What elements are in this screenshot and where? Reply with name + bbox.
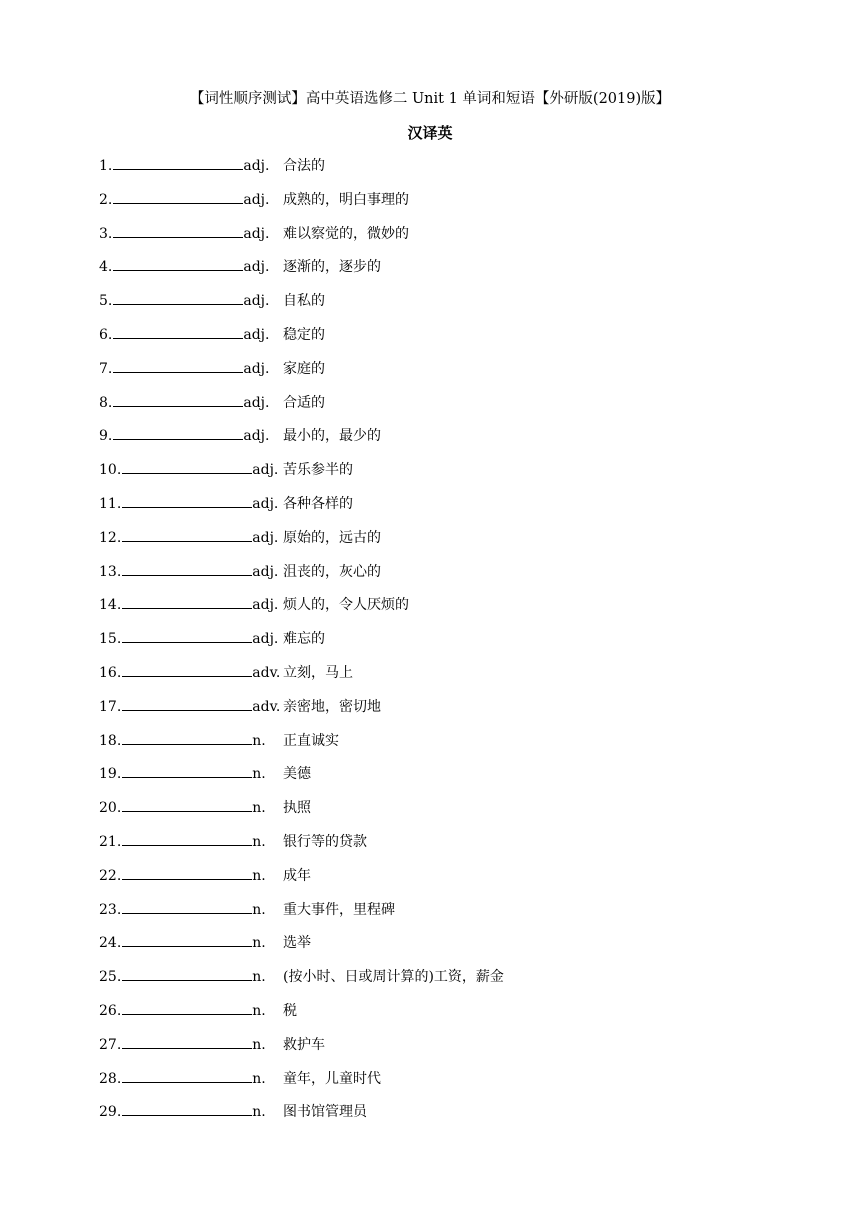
chinese-meaning: 苦乐参半的	[283, 462, 353, 479]
vocabulary-item	[99, 425, 759, 459]
answer-blank[interactable]	[122, 696, 252, 711]
part-of-speech: n.	[252, 1104, 266, 1121]
vocabulary-list	[99, 155, 759, 1135]
part-of-speech: adv.	[252, 698, 281, 715]
vocabulary-item	[99, 831, 759, 865]
item-number: 28.	[99, 1070, 122, 1087]
item-number: 1.	[99, 158, 113, 174]
answer-blank[interactable]	[122, 763, 252, 778]
answer-blank[interactable]	[113, 223, 243, 238]
chinese-meaning: 难以察觉的，微妙的	[283, 225, 409, 242]
vocabulary-item	[99, 324, 759, 358]
document-title: 【词性顺序测试】高中英语选修二 Unit 1 单词和短语【外研版(2019)版】	[189, 91, 671, 107]
vocabulary-item	[99, 155, 759, 189]
answer-blank[interactable]	[122, 459, 252, 474]
chinese-meaning: 最小的，最少的	[283, 428, 381, 445]
chinese-meaning: 亲密地，密切地	[283, 698, 381, 715]
item-number: 29.	[99, 1104, 122, 1121]
answer-blank[interactable]	[113, 358, 243, 373]
chinese-meaning: 童年，儿童时代	[283, 1070, 381, 1087]
part-of-speech: adj.	[252, 563, 279, 580]
vocabulary-item	[99, 932, 759, 966]
item-number: 5.	[99, 293, 113, 310]
answer-blank[interactable]	[113, 425, 243, 440]
vocabulary-item	[99, 358, 759, 392]
part-of-speech: adj.	[252, 462, 279, 479]
part-of-speech: adj.	[252, 631, 279, 648]
part-of-speech: adj.	[243, 225, 270, 242]
chinese-meaning: 合适的	[283, 394, 325, 411]
vocabulary-item	[99, 493, 759, 527]
part-of-speech: adj.	[243, 428, 270, 445]
part-of-speech: adj.	[243, 191, 270, 208]
part-of-speech: adj.	[243, 259, 270, 276]
item-number: 23.	[99, 901, 122, 918]
chinese-meaning: 银行等的贷款	[283, 833, 367, 850]
chinese-meaning: 成年	[283, 867, 311, 884]
answer-blank[interactable]	[122, 561, 252, 576]
answer-blank[interactable]	[113, 256, 243, 271]
answer-blank[interactable]	[122, 865, 252, 880]
chinese-meaning: 美德	[283, 766, 311, 783]
answer-blank[interactable]	[122, 628, 252, 643]
vocabulary-item	[99, 763, 759, 797]
vocabulary-item	[99, 189, 759, 223]
chinese-meaning: 逐渐的，逐步的	[283, 259, 381, 276]
part-of-speech: n.	[252, 766, 266, 783]
vocabulary-item	[99, 527, 759, 561]
part-of-speech: n.	[252, 867, 266, 884]
item-number: 22.	[99, 867, 122, 884]
vocabulary-item	[99, 1000, 759, 1034]
item-number: 19.	[99, 766, 122, 783]
item-number: 2.	[99, 191, 113, 208]
chinese-meaning: 立刻，马上	[283, 664, 353, 681]
item-number: 12.	[99, 529, 122, 546]
part-of-speech: n.	[252, 800, 266, 817]
answer-blank[interactable]	[113, 324, 243, 339]
item-number: 25.	[99, 969, 122, 986]
answer-blank[interactable]	[113, 155, 243, 170]
item-number: 6.	[99, 326, 113, 343]
answer-blank[interactable]	[113, 189, 243, 204]
chinese-meaning: 各种各样的	[283, 495, 353, 512]
answer-blank[interactable]	[122, 1068, 252, 1083]
item-number: 24.	[99, 935, 122, 952]
part-of-speech: adj.	[243, 360, 270, 377]
vocabulary-item	[99, 865, 759, 899]
vocabulary-item	[99, 1101, 759, 1135]
part-of-speech: n.	[252, 969, 266, 986]
chinese-meaning: 稳定的	[283, 326, 325, 343]
part-of-speech: adj.	[252, 495, 279, 512]
part-of-speech: adj.	[243, 293, 270, 310]
answer-blank[interactable]	[122, 730, 252, 745]
answer-blank[interactable]	[122, 966, 252, 981]
part-of-speech: adj.	[243, 326, 270, 343]
chinese-meaning: 重大事件，里程碑	[283, 901, 395, 918]
answer-blank[interactable]	[122, 899, 252, 914]
chinese-meaning: (按小时、日或周计算的)工资，薪金	[283, 969, 504, 986]
chinese-meaning: 税	[283, 1002, 297, 1019]
item-number: 11.	[99, 495, 122, 512]
item-number: 7.	[99, 360, 113, 377]
chinese-meaning: 烦人的，令人厌烦的	[283, 597, 409, 614]
item-number: 26.	[99, 1002, 122, 1019]
chinese-meaning: 自私的	[283, 293, 325, 310]
answer-blank[interactable]	[122, 527, 252, 542]
vocabulary-item	[99, 392, 759, 426]
item-number: 17.	[99, 698, 122, 715]
vocabulary-item	[99, 459, 759, 493]
answer-blank[interactable]	[122, 594, 252, 609]
part-of-speech: n.	[252, 901, 266, 918]
vocabulary-item	[99, 1034, 759, 1068]
vocabulary-item	[99, 594, 759, 628]
item-number: 20.	[99, 800, 122, 817]
chinese-meaning: 沮丧的，灰心的	[283, 563, 381, 580]
chinese-meaning: 执照	[283, 800, 311, 817]
vocabulary-item	[99, 966, 759, 1000]
answer-blank[interactable]	[122, 932, 252, 947]
part-of-speech: n.	[252, 935, 266, 952]
part-of-speech: adj.	[252, 529, 279, 546]
answer-blank[interactable]	[122, 831, 252, 846]
item-number: 16.	[99, 664, 122, 681]
part-of-speech: n.	[252, 1002, 266, 1019]
vocabulary-item	[99, 730, 759, 764]
vocabulary-item	[99, 561, 759, 595]
answer-blank[interactable]	[122, 1034, 252, 1049]
part-of-speech: n.	[252, 732, 266, 749]
vocabulary-item	[99, 797, 759, 831]
item-number: 27.	[99, 1036, 122, 1053]
item-number: 10.	[99, 462, 122, 479]
item-number: 18.	[99, 732, 122, 749]
section-heading: 汉译英	[407, 124, 453, 142]
chinese-meaning: 原始的，远古的	[283, 529, 381, 546]
part-of-speech: n.	[252, 1036, 266, 1053]
part-of-speech: n.	[252, 1070, 266, 1087]
item-number: 13.	[99, 563, 122, 580]
part-of-speech: adj.	[243, 394, 270, 411]
chinese-meaning: 选举	[283, 935, 311, 952]
answer-blank[interactable]	[122, 493, 252, 508]
part-of-speech: adj.	[243, 158, 270, 174]
answer-blank[interactable]	[122, 1101, 252, 1116]
vocabulary-item	[99, 256, 759, 290]
chinese-meaning: 成熟的，明白事理的	[283, 191, 409, 208]
answer-blank[interactable]	[122, 797, 252, 812]
part-of-speech: n.	[252, 833, 266, 850]
vocabulary-item	[99, 628, 759, 662]
vocabulary-item	[99, 290, 759, 324]
item-number: 21.	[99, 833, 122, 850]
chinese-meaning: 家庭的	[283, 360, 325, 377]
item-number: 14.	[99, 597, 122, 614]
answer-blank[interactable]	[113, 392, 243, 407]
item-number: 4.	[99, 259, 113, 276]
chinese-meaning: 合法的	[283, 158, 325, 174]
chinese-meaning: 正直诚实	[283, 732, 339, 749]
item-number: 3.	[99, 225, 113, 242]
answer-blank[interactable]	[122, 662, 252, 677]
vocabulary-item	[99, 223, 759, 257]
vocabulary-item	[99, 662, 759, 696]
vocabulary-item	[99, 1068, 759, 1102]
part-of-speech: adv.	[252, 664, 281, 681]
chinese-meaning: 难忘的	[283, 631, 325, 648]
part-of-speech: adj.	[252, 597, 279, 614]
item-number: 9.	[99, 428, 113, 445]
chinese-meaning: 图书馆管理员	[283, 1104, 367, 1121]
item-number: 15.	[99, 631, 122, 648]
vocabulary-item	[99, 696, 759, 730]
vocabulary-item	[99, 899, 759, 933]
answer-blank[interactable]	[122, 1000, 252, 1015]
answer-blank[interactable]	[113, 290, 243, 305]
item-number: 8.	[99, 394, 113, 411]
chinese-meaning: 救护车	[283, 1036, 325, 1053]
